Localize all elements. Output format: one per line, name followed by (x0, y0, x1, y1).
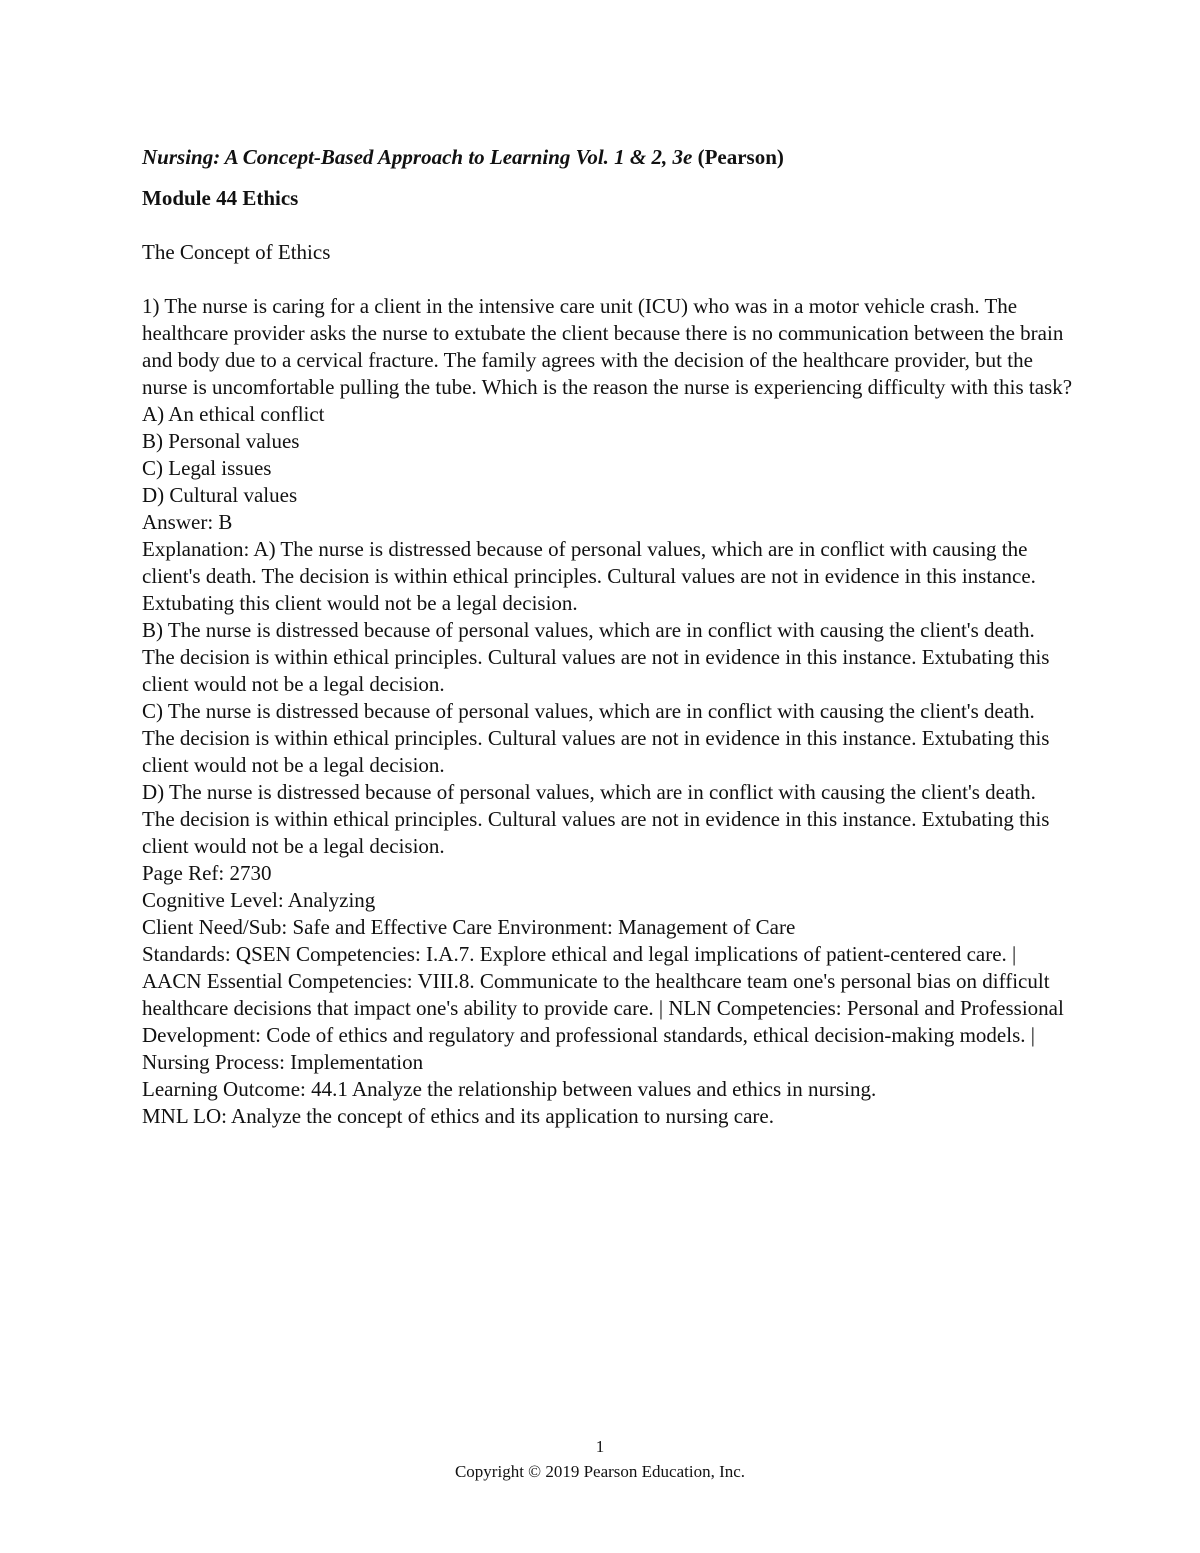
explanation-d: D) The nurse is distressed because of personal values, which are in conflict with causing the client's death. The decision is within ethical principles. Cultural values are not in evidence in this instance. Extubating this client would not be a legal decision. (142, 780, 1050, 858)
explanation-c: C) The nurse is distressed because of personal values, which are in conflict with causing the client's death. The decision is within ethical principles. Cultural values are not in evidence in this instance. Extubating this client would not be a legal decision. (142, 699, 1050, 777)
explanation-a: Explanation: A) The nurse is distressed because of personal values, which are in conflict with causing the client's death. The decision is within ethical principles. Cultural values are not in evidence in this instance. Extubating this client would not be a legal decision. (142, 537, 1036, 615)
option-d: D) Cultural values (142, 483, 298, 507)
client-need: Client Need/Sub: Safe and Effective Care Environment: Management of Care (142, 915, 796, 939)
option-a: A) An ethical conflict (142, 402, 325, 426)
page-ref: Page Ref: 2730 (142, 861, 272, 885)
answer: Answer: B (142, 510, 233, 534)
cognitive-level: Cognitive Level: Analyzing (142, 888, 376, 912)
option-c: C) Legal issues (142, 456, 272, 480)
question-stem: 1) The nurse is caring for a client in the intensive care unit (ICU) who was in a motor vehicle crash. The healthcare provider asks the nurse to extubate the client because there is no communication between the brain and body due to a cervical fracture. The family agrees with the decision of the healthcare provider, but the nurse is uncomfortable pulling the tube. Which is the reason the nurse is experiencing difficulty with this task? (142, 294, 1073, 399)
standards: Standards: QSEN Competencies: I.A.7. Explore ethical and legal implications of patient-centered care. | AACN Essential Competencies: VIII.8. Communicate to the healthcare team one's personal bias on difficult healthcare decisions that impact one's ability to provide care. | NLN Competencies: Personal and Professional Development: Code of ethics and regulatory and professional standards, ethical decision-making models. | Nursing Process: Implementation (142, 942, 1064, 1074)
explanation-b: B) The nurse is distressed because of personal values, which are in conflict with causing the client's death. The decision is within ethical principles. Cultural values are not in evidence in this instance. Extubating this client would not be a legal decision. (142, 618, 1050, 696)
page-content (142, 144, 1072, 1130)
book-title (142, 144, 1072, 171)
question-block (142, 293, 1072, 1130)
publisher: (Pearson) (697, 145, 784, 169)
page-number: 1 (595, 1437, 605, 1456)
copyright-notice: Copyright © 2019 Pearson Education, Inc. (454, 1462, 746, 1481)
module-title: Module 44 Ethics (142, 186, 299, 210)
learning-outcome: Learning Outcome: 44.1 Analyze the relationship between values and ethics in nursing. (142, 1077, 877, 1101)
mnl-lo: MNL LO: Analyze the concept of ethics and its application to nursing care. (142, 1104, 774, 1128)
option-b: B) Personal values (142, 429, 300, 453)
book-title-italic: Nursing: A Concept-Based Approach to Learning Vol. 1 & 2, 3e (142, 145, 693, 169)
section-title: The Concept of Ethics (142, 240, 331, 264)
